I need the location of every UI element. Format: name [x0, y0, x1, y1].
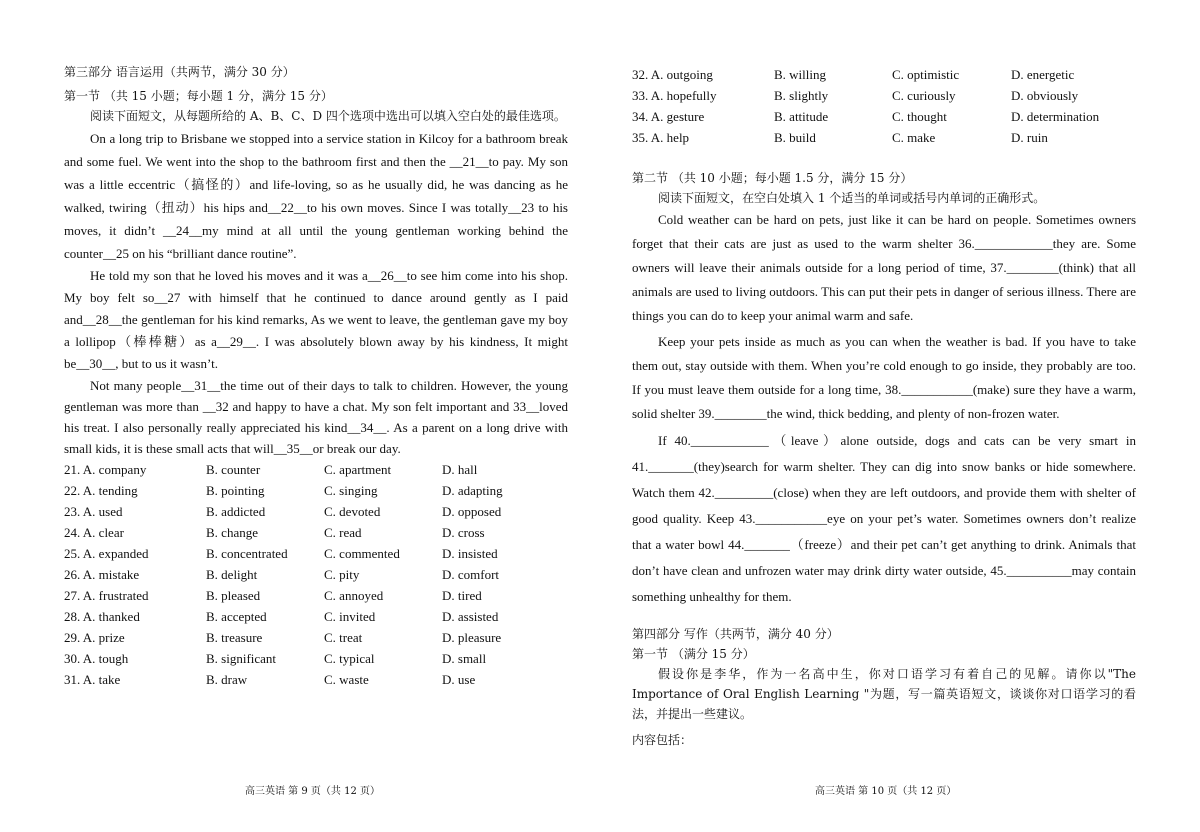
option-b: B. concentrated — [206, 546, 288, 561]
option-c: C. read — [324, 525, 362, 540]
option-c: C. optimistic — [892, 67, 960, 82]
part-four-title: 第四部分 写作（共两节，满分 40 分） — [632, 627, 839, 641]
option-row — [64, 543, 568, 564]
option-a: 33. A. hopefully — [632, 88, 717, 103]
option-a: 35. A. help — [632, 130, 690, 145]
option-row — [632, 127, 1136, 148]
option-a: 25. A. expanded — [64, 546, 149, 561]
grammar-paragraph-3: If 40.____________（leave）alone outside, dogs and cats can be very smart in 41._______(they)search for warm shelter. They can dig into snow banks or hide somewhere. Watch them 42._________(close) when they are left outdoors, and provide them with shelter of good quality. Keep 43.___________eye on your pet’s water. Sometimes owners don’t realize that a water bowl 44._______（freeze）and their pet can’t get anything to drink. Animals that don’t have clean and unfrozen water may drink dirty water outside, 45.__________may contain something unhealthy for them. — [632, 433, 1136, 604]
option-c: C. typical — [324, 651, 375, 666]
option-c: C. make — [892, 130, 936, 145]
option-row — [64, 648, 568, 669]
option-d: D. use — [442, 672, 476, 687]
cloze-paragraph-3: Not many people__31__the time out of their days to talk to children. However, the young gentleman was more than __32 and happy to have a chat. My son felt important and 33__loved his treat. I also personally really appreciated his kind__34__. As a parent on a long drive with small kids, it is these small acts that will__35__or break our day. — [64, 378, 568, 456]
section-two-title: 第二节 （共 10 小题；每小题 1.5 分，满分 15 分） — [632, 171, 913, 185]
section-two-instruction: 阅读下面短文，在空白处填入 1 个适当的单词或括号内单词的正确形式。 — [658, 191, 1046, 205]
option-a: 27. A. frustrated — [64, 588, 149, 603]
option-a: 24. A. clear — [64, 525, 124, 540]
option-b: B. significant — [206, 651, 277, 666]
option-d: D. hall — [442, 462, 478, 477]
option-row — [64, 501, 568, 522]
option-c: C. waste — [324, 672, 369, 687]
option-d: D. cross — [442, 525, 485, 540]
option-d: D. assisted — [442, 609, 499, 624]
part-three-title: 第三部分 语言运用（共两节，满分 30 分） — [64, 65, 295, 79]
writing-prompt: 假设你是李华，作为一名高中生，你对口语学习有着自己的见解。请你以"The Importance of Oral English Learning "为题，写一篇英语短文，谈谈你对口语学习的看法，并提出一些建议。 — [632, 667, 1136, 721]
option-c: C. commented — [324, 546, 400, 561]
option-b: B. accepted — [206, 609, 267, 624]
option-a: 32. A. outgoing — [632, 67, 713, 82]
option-b: B. delight — [206, 567, 258, 582]
option-a: 26. A. mistake — [64, 567, 140, 582]
option-b: B. treasure — [206, 630, 263, 645]
option-b: B. pleased — [206, 588, 261, 603]
option-b: B. draw — [206, 672, 248, 687]
option-c: C. invited — [324, 609, 376, 624]
section-one-title: 第一节 （共 15 小题；每小题 1 分，满分 15 分） — [64, 89, 333, 103]
option-d: D. energetic — [1011, 67, 1075, 82]
option-d: D. ruin — [1011, 130, 1048, 145]
part-four-section-title: 第一节 （满分 15 分） — [632, 647, 755, 661]
grammar-paragraph-1: Cold weather can be hard on pets, just like it can be hard on people. Sometimes owners forget that their cats are just as used to the warm shelter 36.____________they are. Some owners will leave their animals outside for a long period of time, 37.________(think) that all animals are used to living outdoors. This can put their pets in danger of serious illness. There are things you can do to keep your animal warm and safe. — [632, 212, 1136, 323]
option-a: 28. A. thanked — [64, 609, 140, 624]
option-row — [64, 459, 568, 480]
option-c: C. thought — [892, 109, 947, 124]
option-d: D. opposed — [442, 504, 502, 519]
section-one-instruction: 阅读下面短文，从每题所给的 A、B、C、D 四个选项中选出可以填入空白处的最佳选项。 — [90, 109, 566, 123]
option-c: C. curiously — [892, 88, 956, 103]
options-list-right — [632, 64, 1136, 148]
grammar-paragraph-2: Keep your pets inside as much as you can when the weather is bad. If you have to take them out, stay outside with them. When you’re cold enough to go inside, they probably are too. If you must leave them outside for a long time, 38.___________(make) sure they have a warm, solid shelter 39.________the wind, thick bedding, and plenty of non-frozen water. — [632, 334, 1136, 421]
option-a: 29. A. prize — [64, 630, 125, 645]
option-row — [64, 585, 568, 606]
option-row — [64, 627, 568, 648]
option-c: C. pity — [324, 567, 360, 582]
option-c: C. treat — [324, 630, 363, 645]
option-a: 30. A. tough — [64, 651, 129, 666]
option-b: B. change — [206, 525, 258, 540]
option-row — [64, 606, 568, 627]
option-d: D. insisted — [442, 546, 498, 561]
option-row — [64, 564, 568, 585]
content-label: 内容包括： — [632, 733, 693, 747]
option-a: 22. A. tending — [64, 483, 138, 498]
option-a: 31. A. take — [64, 672, 121, 687]
option-d: D. adapting — [442, 483, 503, 498]
option-d: D. determination — [1011, 109, 1100, 124]
option-row — [632, 106, 1136, 127]
option-b: B. addicted — [206, 504, 266, 519]
option-d: D. pleasure — [442, 630, 502, 645]
option-b: B. willing — [774, 67, 827, 82]
option-b: B. build — [774, 130, 816, 145]
left-page — [64, 62, 568, 690]
option-d: D. comfort — [442, 567, 500, 582]
option-row — [64, 480, 568, 501]
cloze-paragraph-1: On a long trip to Brisbane we stopped into a service station in Kilcoy for a bathroom break and some fuel. We went into the shop to the bathroom first and then the __21__to pay. My son was a little eccentric（搞怪的）and life-loving, so as he usually did, he was dancing as he walked, twiring（扭动）his hips and__22__to his own moves. Since I was totally__23 to his moves, it didn’t __24__my mind at all until the young gentleman working behind the counter__25 on his “brilliant dance routine”. — [64, 131, 568, 261]
left-page-footer: 高三英语 第 9 页（共 12 页） — [245, 786, 380, 797]
cloze-paragraph-2: He told my son that he loved his moves and it was a__26__to see him come into his shop. My boy felt so__27 with himself that he continued to dance around gently as I paid and__28__the gentleman for his kind remarks, As we went to leave, the gentleman gave my boy a lollipop（棒棒糖）as a__29__. I was absolutely blown away by his kindness, It might be__30__, but to us it wasn’t. — [64, 268, 568, 371]
option-d: D. tired — [442, 588, 482, 603]
option-a: 34. A. gesture — [632, 109, 705, 124]
option-row — [64, 522, 568, 543]
option-b: B. counter — [206, 462, 261, 477]
option-row — [64, 669, 568, 690]
option-row — [632, 85, 1136, 106]
option-c: C. singing — [324, 483, 378, 498]
option-c: C. annoyed — [324, 588, 384, 603]
right-page — [632, 64, 1136, 750]
option-row — [632, 64, 1136, 85]
option-b: B. attitude — [774, 109, 829, 124]
option-d: D. small — [442, 651, 487, 666]
option-a: 23. A. used — [64, 504, 123, 519]
option-d: D. obviously — [1011, 88, 1079, 103]
options-list-left — [64, 459, 568, 690]
option-b: B. slightly — [774, 88, 829, 103]
option-c: C. devoted — [324, 504, 381, 519]
right-page-footer: 高三英语 第 10 页（共 12 页） — [815, 786, 957, 797]
option-a: 21. A. company — [64, 462, 147, 477]
option-b: B. pointing — [206, 483, 265, 498]
option-c: C. apartment — [324, 462, 392, 477]
